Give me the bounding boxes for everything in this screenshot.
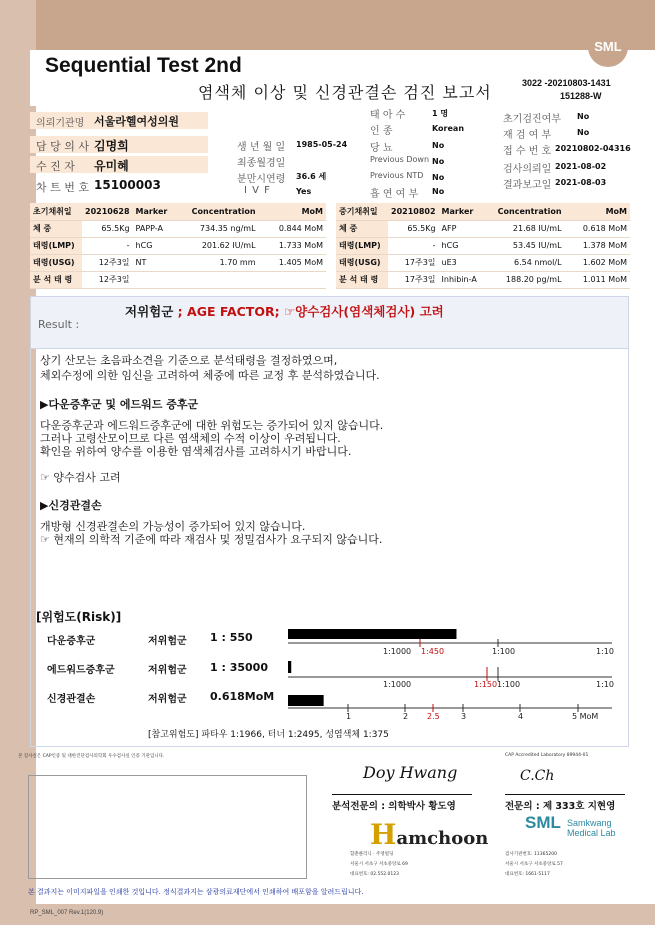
ivf-label: I V F [244, 185, 270, 196]
section-heading-ntd: ▶신경관결손 [40, 499, 102, 512]
down-tick-label: 1:1000 [383, 647, 412, 656]
second-mom: 1.378 MoM [565, 237, 630, 254]
first-weight-value: 65.5Kg [82, 220, 133, 237]
second-marker: hCG [439, 237, 483, 254]
edwards-risk-value: 1 : 35000 [210, 661, 268, 674]
patient-value: 유미혜 [94, 159, 129, 173]
result-age-factor: ; AGE FACTOR; ☞양수검사(염색체검사) 고려 [177, 304, 444, 319]
fetus-label: 태 아 수 [370, 110, 406, 121]
second-ana-value: 17주3일 [388, 271, 439, 288]
retest-value: No [577, 128, 590, 137]
risk-title: [위험도(Risk)] [36, 610, 122, 624]
interpretation-text: 체외수정에 의한 임신을 고려하여 체중에 따른 교정 후 분석하였습니다. [40, 369, 380, 382]
edwards-tick-label: 1:10 [596, 680, 614, 689]
sml-info: 서울시 서초구 서초중앙로 57 [505, 862, 563, 867]
second-marker-header: Marker [439, 203, 483, 220]
sml-medical-logo: SML [525, 813, 561, 832]
institution-label: 의뢰기관명 [36, 118, 85, 129]
second-mom: 0.618 MoM [565, 220, 630, 237]
first-conc: 734.35 ng/mL [177, 220, 259, 237]
table-row [336, 271, 630, 288]
hamchoon-h: H [370, 818, 397, 851]
ivf-value: Yes [296, 187, 312, 196]
report-date-value: 2021-08-03 [555, 178, 607, 187]
cap-number: CAP Accredited Laboratory 89944-01 [505, 753, 589, 758]
first-date-label: 초기채취일 [30, 203, 82, 220]
ntd-cutoff-label: 2.5 [427, 712, 440, 721]
dm-value: No [432, 141, 445, 150]
form-code: RP_SML_007 Rev.1(120.9) [30, 910, 104, 916]
down-cutoff-label: 1:450 [421, 647, 445, 656]
second-mom: 1.011 MoM [565, 271, 630, 288]
sml-sub-2: Medical Lab [567, 828, 616, 838]
signature-2: C.Ch [520, 768, 555, 784]
age-value: 36.6 세 [296, 172, 327, 181]
result-label: Result : [38, 318, 80, 331]
ntd-tick-label: 2 [403, 712, 409, 721]
report-code-2: 151288-W [560, 91, 602, 101]
interpretation-text: 그러나 고령산모이므로 다른 염색체의 수적 이상이 우려됩니다. [40, 432, 341, 445]
ntd-risk-value: 0.618MoM [210, 690, 275, 703]
second-ana-label: 분 석 태 령 [336, 271, 388, 288]
second-usg-label: 태령(USG) [336, 254, 388, 271]
fetus-value: 1 명 [432, 109, 449, 118]
hamchoon-name: amchoon [396, 828, 489, 849]
first-mom-header: MoM [259, 203, 326, 220]
result-risk-group: 저위험군 [125, 304, 174, 319]
first-mom: 0.844 MoM [259, 220, 326, 237]
interpretation-text: ☞ 양수검사 고려 [40, 471, 121, 484]
first-lmp-value: - [82, 237, 133, 254]
second-lmp-value: - [388, 237, 439, 254]
early-label: 초기검진여부 [503, 114, 561, 125]
second-conc: 21.68 IU/mL [483, 220, 565, 237]
ntd-risk-group: 저위험군 [148, 694, 187, 705]
down-risk-value: 1 : 550 [210, 631, 253, 644]
chart-value: 15100003 [94, 178, 161, 192]
report-title-ko: 염색체 이상 및 신경관결손 검진 보고서 [198, 83, 492, 102]
result-summary [125, 302, 444, 320]
first-mom: 1.733 MoM [259, 237, 326, 254]
chart-label: 차 트 번 호 [36, 181, 89, 194]
institution-value: 서울라헬여성의원 [94, 115, 180, 128]
second-trimester-table [336, 203, 630, 289]
sml-logo-icon: SML [588, 27, 628, 67]
smoke-value: No [432, 187, 445, 196]
signature-line [505, 794, 625, 795]
reference-risks: [참고위험도] 파타우 1:1966, 터너 1:2495, 성염색체 1:375 [148, 730, 389, 740]
signature-1: Doy Hwang [363, 763, 458, 782]
second-marker: Inhibin-A [439, 271, 483, 288]
retest-label: 재 검 여 부 [503, 130, 552, 141]
second-conc: 188.20 pg/mL [483, 271, 565, 288]
second-conc: 53.45 IU/mL [483, 237, 565, 254]
first-conc: 201.62 IU/mL [177, 237, 259, 254]
second-usg-value: 17주3일 [388, 254, 439, 271]
interpretation-text: 상기 산모는 초음파소견을 기준으로 분석태령을 결정하였으며, [40, 354, 338, 367]
first-marker: PAPP-A [133, 220, 177, 237]
sml-sub-1: Samkwang [567, 818, 612, 828]
edwards-cutoff-label: 1:150 [474, 680, 498, 689]
request-value: 2021-08-02 [555, 162, 607, 171]
second-lmp-label: 태령(LMP) [336, 237, 388, 254]
request-label: 검사의뢰일 [503, 164, 552, 175]
down-tick-label: 1:10 [596, 647, 614, 656]
prev-down-value: No [432, 157, 445, 166]
early-value: No [577, 112, 590, 121]
ntd-tick-label: 1 [346, 712, 352, 721]
second-conc-header: Concentration [483, 203, 565, 220]
table-row [336, 254, 630, 271]
interpretation-text: 다운증후군과 에드워드증후군에 대한 위험도는 증가되어 있지 않습니다. [40, 419, 384, 432]
prev-ntd-label: Previous NTD [370, 171, 424, 180]
edwards-risk-bar [288, 661, 291, 673]
prev-ntd-value: No [432, 173, 445, 182]
second-mom-header: MoM [565, 203, 630, 220]
report-code-1: 3022 -20210803-1431 [522, 78, 611, 88]
edwards-risk-group: 저위험군 [148, 665, 187, 676]
table-row [336, 220, 630, 237]
first-marker-header: Marker [133, 203, 177, 220]
race-label: 인 종 [370, 126, 393, 137]
accession-value: 20210802-04316 [555, 144, 631, 153]
second-marker: AFP [439, 220, 483, 237]
smoke-label: 흡 연 여 부 [370, 189, 419, 200]
down-risk-group: 저위험군 [148, 636, 187, 647]
lmp-date-label: 최종월경일 [237, 158, 286, 169]
first-trimester-table [30, 203, 326, 289]
sml-info: 대표번호: 1661-5117 [505, 872, 550, 877]
header-band [0, 0, 655, 50]
accreditation-note: 본 검사실은 CAP인증 및 대한진단검사의학회 우수검사실 인증 기관입니다. [18, 754, 165, 759]
second-weight-label: 체 중 [336, 220, 388, 237]
signature-line [332, 794, 472, 795]
analyst-physician: 분석전문의 : 의학박사 황도영 [332, 801, 456, 812]
edwards-tick-label: 1:1000 [383, 680, 412, 689]
first-mom: 1.405 MoM [259, 254, 326, 271]
edwards-syndrome-label: 에드워드증후군 [47, 665, 115, 676]
sml-info: 검사기관번호: 11365200 [505, 852, 557, 857]
hamchoon-info: 대표번호: 02.552.0123 [350, 872, 399, 877]
ntd-tick-label: 5 MoM [572, 712, 599, 721]
age-label: 분만시연령 [237, 174, 286, 185]
second-conc: 6.54 nmol/L [483, 254, 565, 271]
patient-label: 수 진 자 [36, 160, 75, 173]
hamchoon-info: 서울시 서초구 서초중앙로 69 [350, 862, 408, 867]
dob-label: 생 년 월 일 [237, 142, 286, 153]
note-box [28, 775, 307, 879]
ntd-risk-bar [288, 695, 324, 706]
first-date-value: 20210628 [82, 203, 133, 220]
interpretation-text: 개방형 신경관결손의 가능성이 증가되어 있지 않습니다. [40, 520, 306, 533]
edwards-tick-label: 1:100 [497, 680, 521, 689]
table-row [30, 220, 326, 237]
accession-label: 접 수 번 호 [503, 146, 552, 157]
down-tick-label: 1:100 [492, 647, 516, 656]
second-weight-value: 65.5Kg [388, 220, 439, 237]
specialist-physician: 전문의 : 제 333호 지현영 [505, 801, 616, 812]
report-title-en: Sequential Test 2nd [45, 54, 242, 77]
down-syndrome-label: 다운증후군 [47, 636, 96, 647]
hamchoon-info: 함춘클리닉 · 주영빌딩 [350, 852, 394, 857]
prev-down-label: Previous Down [370, 155, 430, 164]
first-usg-value: 12주3일 [82, 254, 133, 271]
first-marker: hCG [133, 237, 177, 254]
doctor-value: 김명희 [94, 139, 129, 153]
section-heading-down-edwards: ▶다운증후군 및 에드워드 증후군 [40, 398, 199, 411]
second-mom: 1.602 MoM [565, 254, 630, 271]
second-date-label: 중기채취일 [336, 203, 388, 220]
table-row [30, 237, 326, 254]
first-weight-label: 체 중 [30, 220, 82, 237]
table-row [30, 254, 326, 271]
interpretation-text: ☞ 현재의 의학적 기준에 따라 재검사 및 정밀검사가 요구되지 않습니다. [40, 533, 383, 546]
first-ana-value: 12주3일 [82, 271, 133, 288]
first-conc: 1.70 mm [177, 254, 259, 271]
risk-bars [0, 620, 655, 725]
first-ana-label: 분 석 태 령 [30, 271, 82, 288]
first-lmp-label: 태령(LMP) [30, 237, 82, 254]
race-value: Korean [432, 124, 465, 133]
ntd-tick-label: 3 [461, 712, 467, 721]
second-marker: uE3 [439, 254, 483, 271]
ntd-tick-label: 4 [518, 712, 524, 721]
dm-label: 당 뇨 [370, 143, 393, 154]
ntd-label: 신경관결손 [47, 694, 96, 705]
doctor-label: 담 당 의 사 [36, 140, 89, 153]
interpretation-text: 확인을 위하여 양수를 이용한 염색체검사를 고려하시기 바랍니다. [40, 445, 352, 458]
first-marker: NT [133, 254, 177, 271]
print-notice: 본 결과지는 이미지파일을 인쇄한 것입니다. 정식결과지는 삼광의료재단에서 인쇄하여 배포함을 알려드립니다. [28, 888, 364, 896]
sml-medical-name [567, 818, 616, 838]
table-row [336, 237, 630, 254]
hamchoon-logo [370, 818, 488, 851]
report-date-label: 결과보고일 [503, 180, 552, 191]
second-date-value: 20210802 [388, 203, 439, 220]
table-row [30, 271, 326, 288]
first-conc-header: Concentration [177, 203, 259, 220]
first-usg-label: 태령(USG) [30, 254, 82, 271]
down-risk-bar [288, 629, 456, 639]
dob-value: 1985-05-24 [296, 140, 348, 149]
